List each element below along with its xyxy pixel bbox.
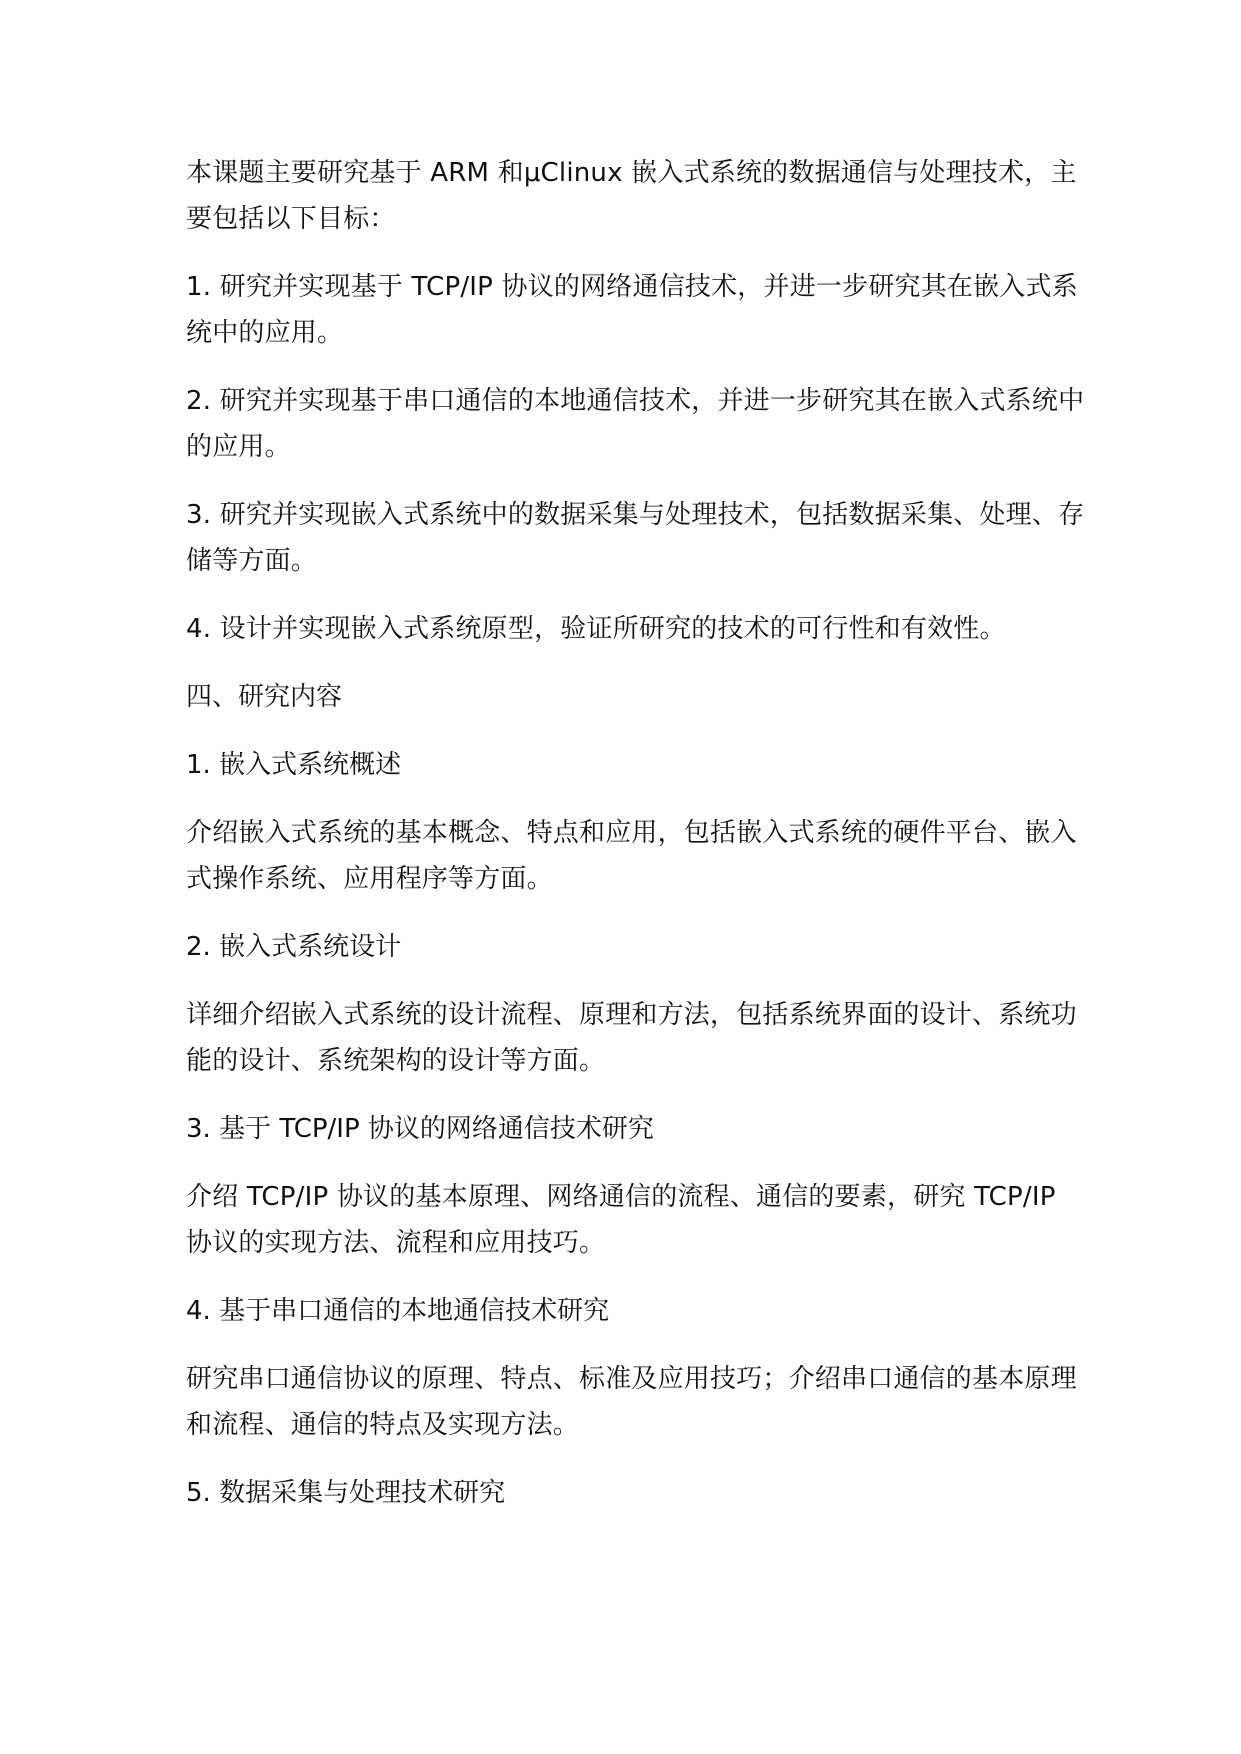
- document-body: [186, 150, 1086, 1538]
- goal-1-paragraph: 1. 研究并实现基于 TCP/IP 协议的网络通信技术，并进一步研究其在嵌入式系统中的应用。: [186, 272, 1078, 348]
- subheading-embedded-design: 2. 嵌入式系统设计: [186, 932, 402, 962]
- subheading-serial-research: 4. 基于串口通信的本地通信技术研究: [186, 1296, 610, 1326]
- section-heading-research-content: 四、研究内容: [186, 682, 343, 712]
- subheading-embedded-overview: 1. 嵌入式系统概述: [186, 750, 402, 780]
- goal-3-paragraph: 3. 研究并实现嵌入式系统中的数据采集与处理技术，包括数据采集、处理、存储等方面。: [186, 500, 1085, 576]
- goal-2-paragraph: 2. 研究并实现基于串口通信的本地通信技术，并进一步研究其在嵌入式系统中的应用。: [186, 386, 1085, 462]
- intro-paragraph: 本课题主要研究基于 ARM 和μClinux 嵌入式系统的数据通信与处理技术，主要包括以下目标：: [186, 158, 1077, 234]
- tcpip-research-paragraph: 介绍 TCP/IP 协议的基本原理、网络通信的流程、通信的要素，研究 TCP/IP 协议的实现方法、流程和应用技巧。: [186, 1182, 1056, 1258]
- subheading-data-processing-research: 5. 数据采集与处理技术研究: [186, 1478, 506, 1508]
- goal-4-paragraph: 4. 设计并实现嵌入式系统原型，验证所研究的技术的可行性和有效性。: [186, 614, 1006, 644]
- subheading-tcpip-research: 3. 基于 TCP/IP 协议的网络通信技术研究: [186, 1114, 654, 1144]
- embedded-design-paragraph: 详细介绍嵌入式系统的设计流程、原理和方法，包括系统界面的设计、系统功能的设计、系统架构的设计等方面。: [186, 1000, 1077, 1076]
- serial-research-paragraph: 研究串口通信协议的原理、特点、标准及应用技巧；介绍串口通信的基本原理和流程、通信的特点及实现方法。: [186, 1364, 1077, 1440]
- embedded-overview-paragraph: 介绍嵌入式系统的基本概念、特点和应用，包括嵌入式系统的硬件平台、嵌入式操作系统、应用程序等方面。: [186, 818, 1077, 894]
